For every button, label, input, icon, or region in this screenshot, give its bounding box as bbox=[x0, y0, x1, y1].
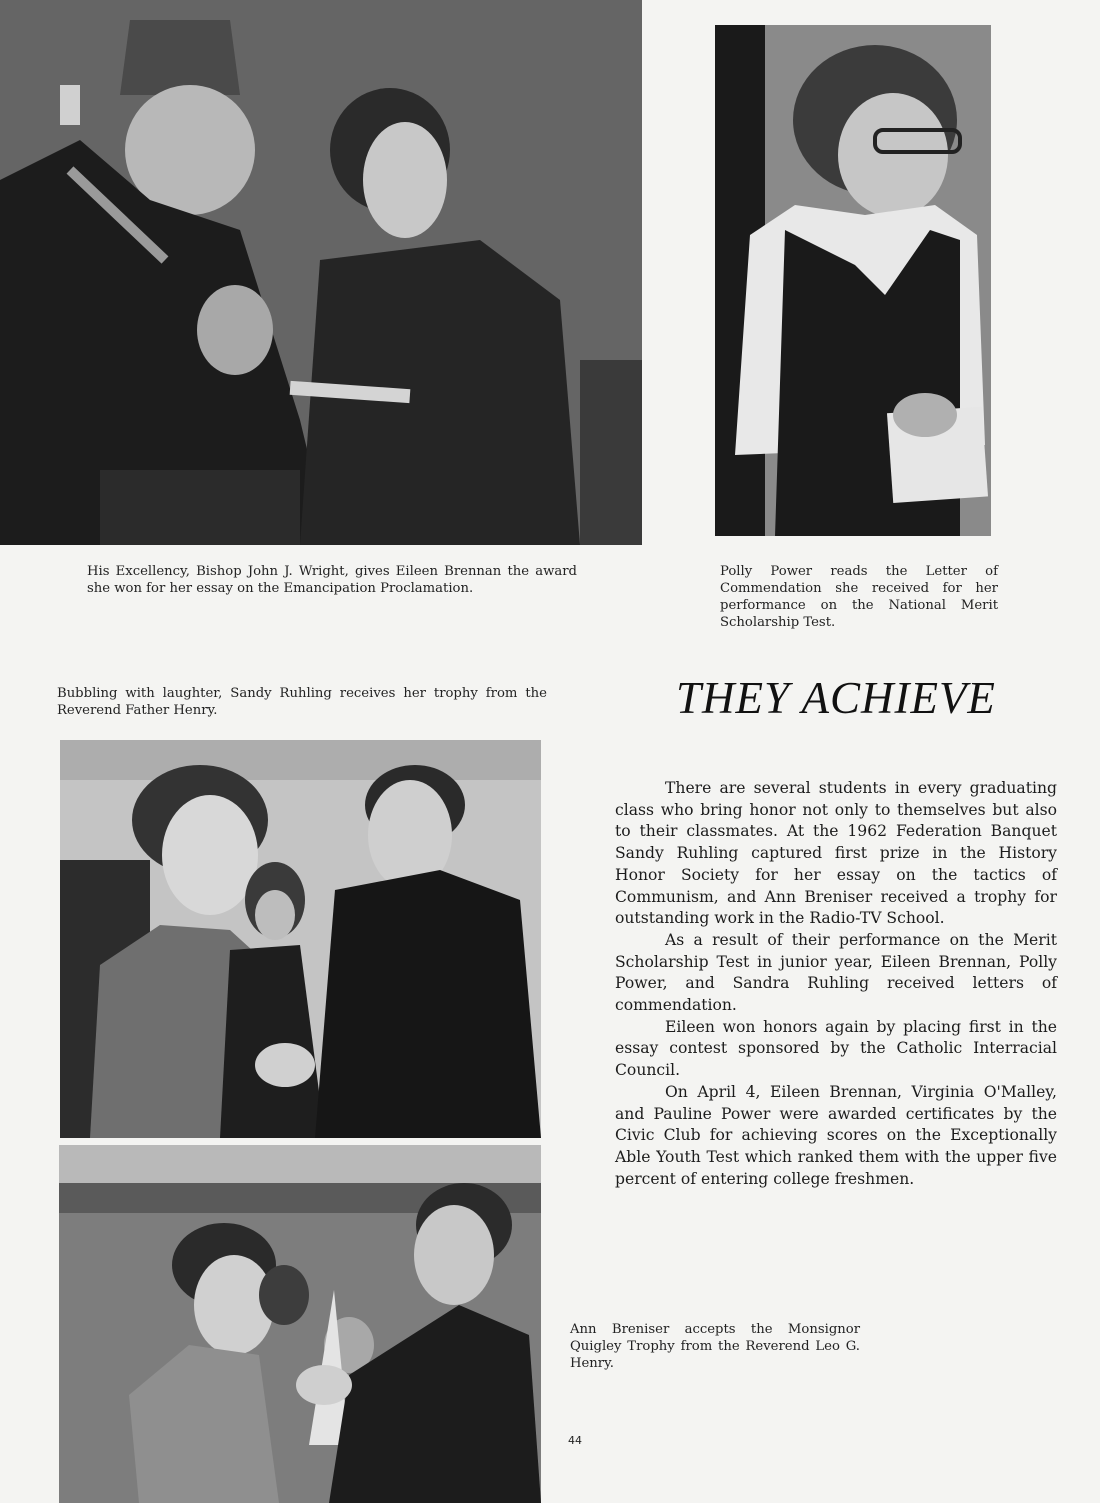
photo-sandy-ruhling bbox=[60, 740, 541, 1138]
caption-polly-power: Polly Power reads the Letter of Commendation she received for her performance on the National Merit Scholarship Test. bbox=[720, 564, 998, 630]
photo-polly-power bbox=[715, 25, 991, 536]
article-paragraph: On April 4, Eileen Brennan, Virginia O'Malley, and Pauline Power were awarded certificates by the Civic Club for achieving scores on the Exceptionally Able Youth Test which ranked them with the upper five percent of entering college freshmen. bbox=[615, 1082, 1057, 1188]
caption-ann-breniser: Ann Breniser accepts the Monsignor Quigley Trophy from the Reverend Leo G. Henry. bbox=[570, 1322, 860, 1371]
caption-sandy-ruhling: Bubbling with laughter, Sandy Ruhling receives her trophy from the Reverend Father Henry. bbox=[57, 686, 547, 718]
photo-ann-image bbox=[59, 1145, 541, 1503]
photo-bishop-image bbox=[0, 0, 642, 545]
article-paragraph: There are several students in every graduating class who bring honor not only to themselves but also to their classmates. At the 1962 Federation Banquet Sandy Ruhling captured first prize in the History Honor Society for her essay on the tactics of Communism, and Ann Breniser received a trophy for outstanding work in the Radio-TV School. bbox=[615, 779, 1057, 928]
article-paragraph: Eileen won honors again by placing first in the essay contest sponsored by the Catholic Interracial Council. bbox=[615, 1017, 1057, 1080]
article-paragraph: As a result of their performance on the Merit Scholarship Test in junior year, Eileen Brennan, Polly Power, and Sandra Ruhling received letters of commendation. bbox=[615, 930, 1057, 1015]
photo-sandy-image bbox=[60, 740, 541, 1138]
photo-bishop-award bbox=[0, 0, 642, 545]
article-body bbox=[615, 778, 1057, 1190]
photo-polly-image bbox=[715, 25, 991, 536]
page-number: 44 bbox=[568, 1434, 582, 1447]
photo-ann-breniser bbox=[59, 1145, 541, 1503]
caption-bishop-award: His Excellency, Bishop John J. Wright, gives Eileen Brennan the award she won for her essay on the Emancipation Proclamation. bbox=[87, 564, 577, 596]
page-title: THEY ACHIEVE bbox=[676, 673, 996, 723]
